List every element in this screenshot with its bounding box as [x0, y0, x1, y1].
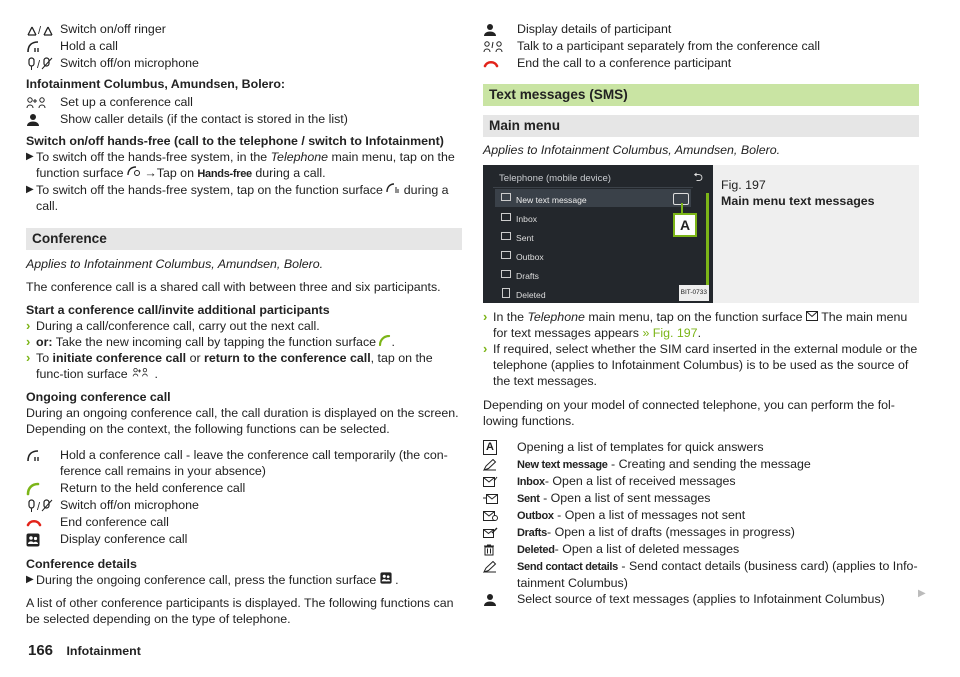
sent-icon — [501, 232, 511, 240]
infotainment-screen — [483, 165, 713, 303]
text: The main menu for text messages appears — [493, 310, 908, 340]
text: . — [697, 326, 702, 340]
conference-function-hold — [26, 447, 462, 480]
screen-menu-label: Drafts — [516, 271, 539, 281]
conference-section-title: Conference — [26, 228, 462, 250]
row-text: - Open a list of received messages — [544, 474, 736, 488]
outbox-icon — [483, 507, 517, 524]
row-text: - Creating and sending the message — [607, 457, 811, 471]
main-menu-applies: Applies to Infotainment Columbus, Amundsen, Bolero. — [483, 143, 781, 157]
screen-menu-label: Inbox — [516, 214, 538, 224]
row-text: Switch off/on microphone — [60, 498, 199, 512]
start-step-3 — [26, 350, 462, 382]
conference-function-microphone — [26, 497, 462, 514]
row-text: Switch off/on microphone — [60, 56, 199, 70]
text: To switch off the hands-free system, in the — [36, 150, 271, 164]
row-text: - Send contact details (business card) (applies to Info-tainment Columbus) — [517, 559, 918, 590]
sms-function-new — [483, 456, 919, 473]
conference-display-icon — [26, 531, 60, 548]
scrollbar[interactable] — [706, 193, 709, 287]
inbox-icon — [483, 473, 517, 490]
send-contact-icon — [483, 558, 517, 575]
talk-separately-icon — [483, 38, 517, 55]
svg-text:/: / — [37, 500, 41, 513]
conference-function-return — [26, 480, 462, 497]
screen-menu-item-sent[interactable] — [495, 227, 691, 245]
screen-menu-label: Deleted — [516, 290, 546, 300]
row-conference-setup — [26, 94, 462, 111]
sms-functions — [483, 439, 919, 608]
depending-text: Depending on your model of connected telephone, you can perform the fol-lowing functions. — [483, 398, 895, 428]
text: In the — [493, 310, 528, 324]
label-a-icon — [483, 439, 517, 456]
row-hold — [26, 38, 462, 55]
term: New text message — [517, 459, 608, 471]
sms-function-inbox — [483, 473, 919, 490]
conference-function-end — [26, 514, 462, 531]
sms-step-2 — [483, 341, 919, 389]
footer-section: Infotainment — [66, 644, 141, 658]
text: during a call. — [251, 166, 326, 180]
text: . — [391, 573, 399, 587]
right-column — [483, 0, 919, 158]
row-text: - Open a list of deleted messages — [554, 542, 740, 556]
row-text: Hold a call — [60, 39, 118, 53]
text: main menu, tap on the function surface — [36, 150, 455, 180]
conference-description: The conference call is a shared call with between three and six participants. — [26, 280, 441, 294]
pencil-icon — [501, 193, 511, 201]
handsfree-heading: Switch on/off hands-free (call to the telephone / switch to Infotainment) — [26, 134, 444, 148]
figure-197 — [483, 165, 919, 303]
screen-menu-label: New text message — [516, 195, 587, 205]
text: If required, select whether the SIM card inserted in the external module or the telephone (applies to Infotainment Columbus) is to be used as the source of the text messages. — [493, 342, 918, 388]
text: . — [151, 367, 158, 381]
phone-green-icon — [26, 480, 60, 497]
text: Take the new incoming call by tapping the function surface — [52, 335, 380, 349]
text: or: — [36, 335, 53, 349]
conference-details-heading: Conference details — [26, 557, 137, 571]
text: To switch off the hands-free system, tap on the function surface — [36, 183, 387, 197]
text: . — [391, 335, 395, 349]
new-message-icon — [483, 456, 517, 473]
continue-arrow-icon: ▶ — [918, 588, 926, 599]
term: Outbox — [517, 510, 554, 522]
figure-caption-text: Main menu text messages — [721, 194, 875, 208]
details-description: A list of other conference participants is displayed. The following functions can be selected depending on the type of telephone. — [26, 596, 454, 626]
sent-icon — [483, 490, 517, 507]
back-arrow-icon: ⮌ — [693, 170, 703, 184]
triangle-bullet-icon: ▶ — [26, 151, 34, 162]
phone-green-icon — [379, 335, 391, 349]
hands-free-term: Hands-free — [197, 168, 252, 180]
callout-label: A — [673, 213, 697, 237]
phone-settings-icon — [127, 166, 141, 180]
outbox-icon — [501, 251, 511, 259]
handsfree-toggle-icon — [386, 183, 400, 197]
start-step-2 — [26, 334, 462, 350]
row-text: Switch on/off ringer — [60, 22, 166, 36]
person-icon — [483, 21, 517, 38]
sms-function-deleted — [483, 541, 919, 558]
screen-menu-item-deleted[interactable] — [495, 284, 691, 302]
page-number: 166 — [28, 642, 54, 659]
telephone-term: Telephone — [527, 310, 585, 324]
term: Inbox — [517, 476, 545, 488]
chevron-bullet-icon: › — [483, 309, 488, 324]
main-menu-title: Main menu — [483, 115, 919, 137]
term: Sent — [517, 493, 540, 505]
sms-function-send-contact — [483, 558, 919, 591]
start-conference-heading: Start a conference call/invite additional participants — [26, 303, 330, 317]
left-column — [26, 0, 462, 627]
svg-text:/: / — [37, 58, 41, 71]
microphone-icon — [26, 497, 60, 514]
sms-section-title: Text messages (SMS) — [483, 84, 919, 106]
end-call-icon — [26, 514, 60, 531]
sms-function-sent — [483, 490, 919, 507]
conference-functions — [26, 447, 462, 548]
page-footer — [28, 643, 141, 659]
text: initiate conference call — [52, 351, 187, 365]
screen-menu-item-outbox[interactable] — [495, 246, 691, 264]
callout-line — [681, 203, 683, 213]
end-call-icon — [483, 55, 517, 72]
row-text: Show caller details (if the contact is stored in the list) — [60, 112, 348, 126]
telephone-term: Telephone — [270, 150, 329, 164]
right-column-lower — [483, 309, 919, 608]
envelope-icon — [806, 310, 818, 324]
row-microphone — [26, 55, 462, 72]
row-participant-details — [483, 21, 919, 38]
message-source-icon — [483, 591, 517, 608]
figure-caption — [721, 177, 875, 209]
row-talk-separately — [483, 38, 919, 55]
screen-title: Telephone (mobile device) — [499, 173, 611, 184]
text: To — [36, 351, 53, 365]
ongoing-heading: Ongoing conference call — [26, 390, 171, 404]
row-text: End conference call — [60, 515, 169, 529]
row-caller-details — [26, 111, 462, 128]
row-text: Return to the held conference call — [60, 481, 246, 495]
label-a: A — [483, 440, 497, 455]
icon-rows-top — [26, 21, 462, 72]
text: During a call/conference call, carry out the next call. — [36, 319, 320, 333]
chevron-bullet-icon: › — [483, 341, 488, 356]
term: Drafts — [517, 527, 547, 539]
row-text: Hold a conference call - leave the conference call temporarily (the con-ference call remains in your absence) — [60, 448, 448, 478]
row-text: - Open a list of sent messages — [539, 491, 711, 505]
row-text: Display conference call — [60, 532, 188, 546]
text: during a call. — [36, 183, 449, 213]
drafts-icon — [483, 524, 517, 541]
screen-menu-item-inbox[interactable] — [495, 208, 691, 226]
text: return to the conference call — [204, 351, 371, 365]
sms-function-templates — [483, 439, 919, 456]
details-step-1 — [26, 572, 462, 588]
sms-function-drafts — [483, 524, 919, 541]
row-text: Display details of participant — [517, 22, 672, 36]
person-icon — [26, 111, 60, 128]
sms-step-1 — [483, 309, 919, 341]
figure-link[interactable]: » Fig. 197 — [642, 326, 698, 340]
inbox-icon — [501, 213, 511, 221]
start-step-1 — [26, 318, 462, 334]
handsfree-step-2 — [26, 182, 462, 214]
row-ringer — [26, 21, 462, 38]
ongoing-description: During an ongoing conference call, the call duration is displayed on the screen. Depending on the context, the following functions can be selected. — [26, 406, 459, 436]
conference-applies: Applies to Infotainment Columbus, Amundsen, Bolero. — [26, 257, 324, 271]
row-text: Talk to a participant separately from the conference call — [517, 39, 821, 53]
term: Deleted — [517, 544, 555, 556]
row-end-participant — [483, 55, 919, 72]
figure-code: BIT-0733 — [679, 285, 709, 301]
microphone-icon — [26, 55, 60, 72]
chevron-bullet-icon: › — [26, 350, 31, 365]
screen-menu-label: Sent — [516, 233, 534, 243]
row-text: End the call to a conference participant — [517, 56, 732, 70]
row-text: - Open a list of drafts (messages in progress) — [547, 525, 795, 539]
handsfree-step-1 — [26, 149, 462, 182]
sms-function-source — [483, 591, 919, 608]
triangle-bullet-icon: ▶ — [26, 184, 34, 195]
text: or — [186, 351, 205, 365]
text: main menu, tap on the function surface — [584, 310, 806, 324]
chevron-bullet-icon: › — [26, 334, 31, 349]
hold-call-icon — [26, 38, 60, 55]
row-text: Opening a list of templates for quick answers — [517, 440, 764, 454]
text: , tap on the func-tion surface — [36, 351, 433, 381]
conference-add-icon — [26, 94, 60, 111]
drafts-icon — [501, 270, 511, 278]
conference-add-icon — [131, 367, 151, 381]
screen-menu-label: Outbox — [516, 252, 544, 262]
conference-function-display — [26, 531, 462, 548]
hold-call-icon — [26, 447, 60, 464]
svg-text:/: / — [38, 24, 42, 37]
trash-icon — [502, 288, 510, 298]
text: →Tap on — [140, 166, 198, 180]
ringer-icon — [26, 21, 60, 38]
infotainment-heading: Infotainment Columbus, Amundsen, Bolero: — [26, 77, 286, 91]
chevron-bullet-icon: › — [26, 318, 31, 333]
triangle-bullet-icon: ▶ — [26, 574, 34, 585]
row-text: - Open a list of messages not sent — [553, 508, 746, 522]
row-text: Select source of text messages (applies to Infotainment Columbus) — [517, 592, 885, 606]
term: Send contact details — [517, 561, 618, 573]
figure-number: Fig. 197 — [721, 178, 766, 192]
deleted-icon — [483, 541, 517, 558]
screen-menu-item-new[interactable] — [495, 189, 691, 207]
conference-display-icon — [380, 573, 392, 587]
row-text: Set up a conference call — [60, 95, 193, 109]
screen-menu-item-drafts[interactable] — [495, 265, 691, 283]
text: During the ongoing conference call, press the function surface — [36, 573, 380, 587]
sms-function-outbox — [483, 507, 919, 524]
